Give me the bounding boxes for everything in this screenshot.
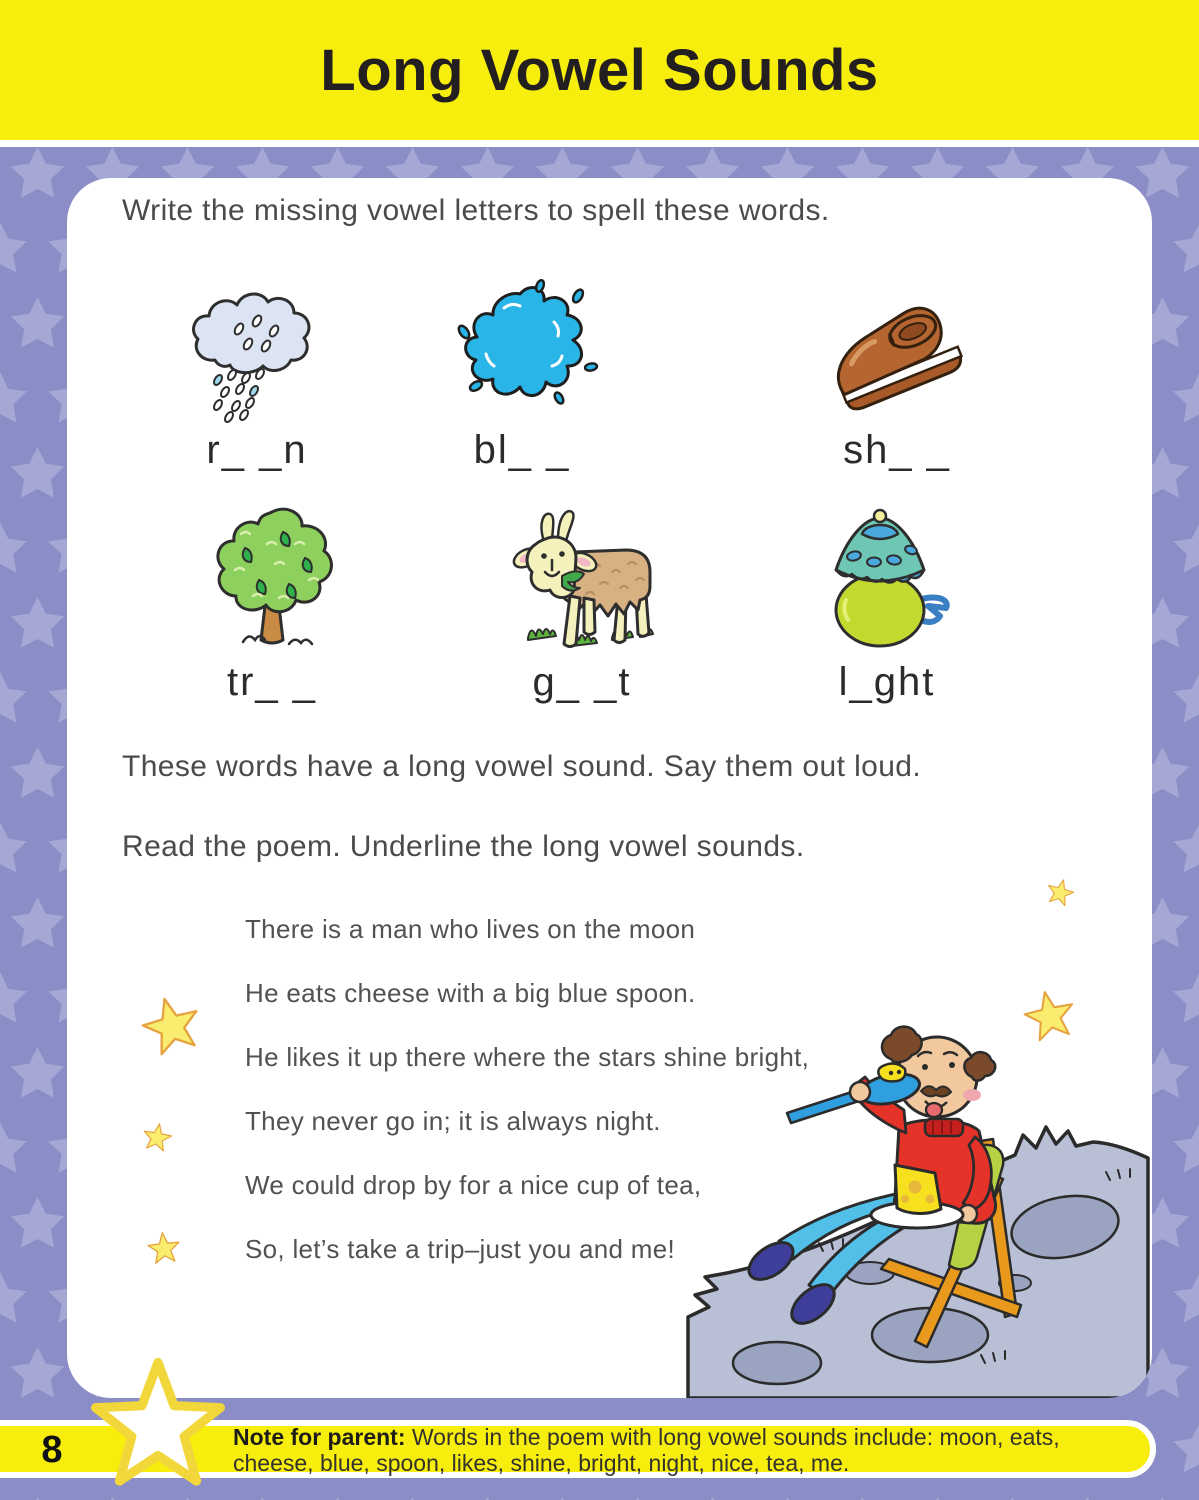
decorative-star-icon [144,1229,184,1269]
poem-line: There is a man who lives on the moon [245,914,696,944]
word-item-light [777,496,997,705]
word-blank-shoe: sh_ _ [843,428,951,472]
decorative-star-icon [133,988,211,1066]
parent-note-label: Note for parent: [233,1424,406,1450]
instruction-write-vowels: Write the missing vowel letters to spell these words. [122,194,830,227]
word-item-tree [162,496,382,705]
word-blank-blue: bl_ _ [473,428,571,472]
parent-note-text: Words in the poem with long vowel sounds include: moon, eats, cheese, blue, spoon, likes, shine, bright, night, nice, tea, me. [233,1424,1060,1476]
page-title: Long Vowel Sounds [320,37,879,103]
instruction-read-poem: Read the poem. Underline the long vowel sounds. [122,830,805,863]
word-item-shoe [787,264,1007,473]
decorative-star-icon [1042,875,1079,912]
lamp-illustration [777,496,997,656]
word-blank-tree: tr_ _ [226,660,318,704]
poem-line: He eats cheese with a big blue spoon. [245,978,696,1008]
page-number: 8 [41,1429,63,1471]
poem-line: They never go in; it is always night. [245,1106,661,1136]
goat-illustration [472,496,692,656]
page-header [0,0,1199,140]
decorative-star-icon [138,1119,175,1156]
decorative-star-icon [1017,984,1083,1050]
word-blank-light: l_ght [838,660,936,704]
word-item-blue [412,264,632,473]
blue-splat-illustration [412,264,632,424]
word-item-goat [472,496,692,705]
man-on-moon-illustration [685,1015,1150,1398]
tree-illustration [162,496,382,656]
shoe-illustration [787,264,1007,424]
parent-note [233,1424,1133,1476]
poem-line: We could drop by for a nice cup of tea, [245,1170,702,1200]
poem-line: He likes it up there where the stars shine bright, [245,1042,810,1072]
word-item-rain [147,264,367,473]
worksheet-card [67,178,1152,1398]
poem-line: So, let’s take a trip–just you and me! [245,1234,676,1264]
instruction-say-out-loud: These words have a long vowel sound. Say them out loud. [122,750,922,783]
word-blank-goat: g_ _t [532,660,632,704]
rain-cloud-illustration [147,264,367,424]
word-blank-rain: r_ _n [206,428,308,472]
footer-star-icon [90,1356,226,1500]
